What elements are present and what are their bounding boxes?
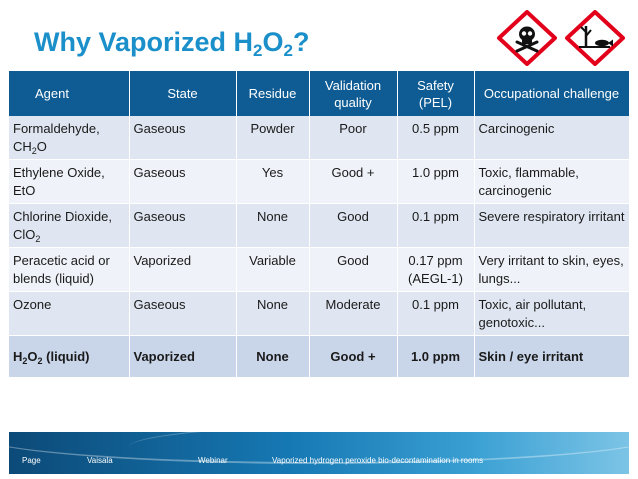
header-state: State (129, 71, 236, 116)
cell-challenge: Severe respiratory irritant (474, 204, 629, 248)
cell-agent: $H_2O_2$ (liquid) (9, 336, 129, 378)
cell-state: Gaseous (129, 204, 236, 248)
cell-residue: Powder (236, 116, 309, 160)
cell-agent: Ethylene Oxide, EtO (9, 160, 129, 204)
header-occupational-challenge: Occupational challenge (474, 71, 629, 116)
environment-hazard-icon (564, 10, 626, 66)
comparison-table (9, 71, 630, 378)
cell-validation: Good (309, 204, 397, 248)
cell-state: Vaporized (129, 248, 236, 292)
cell-validation: Good (309, 248, 397, 292)
table-row (9, 116, 629, 160)
cell-agent: Ozone (9, 292, 129, 336)
cell-safety: 0.17 ppm (AEGL-1) (397, 248, 474, 292)
hazard-icons (496, 10, 628, 66)
table-row (9, 160, 629, 204)
header-validation-quality: Validation quality (309, 71, 397, 116)
skull-crossbones-icon (496, 10, 558, 66)
cell-safety: 0.5 ppm (397, 116, 474, 160)
cell-residue: Yes (236, 160, 309, 204)
cell-validation: Poor (309, 116, 397, 160)
cell-challenge: Carcinogenic (474, 116, 629, 160)
cell-validation: Good + (309, 160, 397, 204)
cell-residue: None (236, 204, 309, 248)
cell-safety: 0.1 ppm (397, 292, 474, 336)
cell-challenge: Toxic, air pollutant, genotoxic... (474, 292, 629, 336)
slide-title: Why Vaporized $H_2O_2$? (34, 27, 310, 60)
cell-state: Gaseous (129, 116, 236, 160)
cell-state: Vaporized (129, 336, 236, 378)
footer-company: Vaisala (87, 456, 113, 465)
header-agent: Agent (9, 71, 129, 116)
footer-bar (9, 432, 629, 474)
cell-state: Gaseous (129, 292, 236, 336)
table-header-row (9, 71, 629, 116)
cell-safety: 1.0 ppm (397, 336, 474, 378)
footer-event: Webinar (198, 456, 228, 465)
cell-safety: 0.1 ppm (397, 204, 474, 248)
footer-page: Page (22, 456, 41, 465)
cell-challenge: Very irritant to skin, eyes, lungs... (474, 248, 629, 292)
cell-challenge: Toxic, flammable, carcinogenic (474, 160, 629, 204)
cell-residue: None (236, 336, 309, 378)
header-residue: Residue (236, 71, 309, 116)
cell-state: Gaseous (129, 160, 236, 204)
cell-agent: Peracetic acid or blends (liquid) (9, 248, 129, 292)
cell-residue: Variable (236, 248, 309, 292)
cell-safety: 1.0 ppm (397, 160, 474, 204)
footer-topic: Vaporized hydrogen peroxide bio-decontamination in rooms (272, 456, 484, 465)
header-safety-pel: Safety (PEL) (397, 71, 474, 116)
cell-agent: Chlorine Dioxide, ClO$_2$ (9, 204, 129, 248)
cell-validation: Good + (309, 336, 397, 378)
cell-agent: Formaldehyde, $CH_2O$ (9, 116, 129, 160)
cell-residue: None (236, 292, 309, 336)
table-row (9, 248, 629, 292)
cell-validation: Moderate (309, 292, 397, 336)
table-row (9, 292, 629, 336)
table-row-highlighted (9, 336, 629, 378)
cell-challenge: Skin / eye irritant (474, 336, 629, 378)
table-row (9, 204, 629, 248)
